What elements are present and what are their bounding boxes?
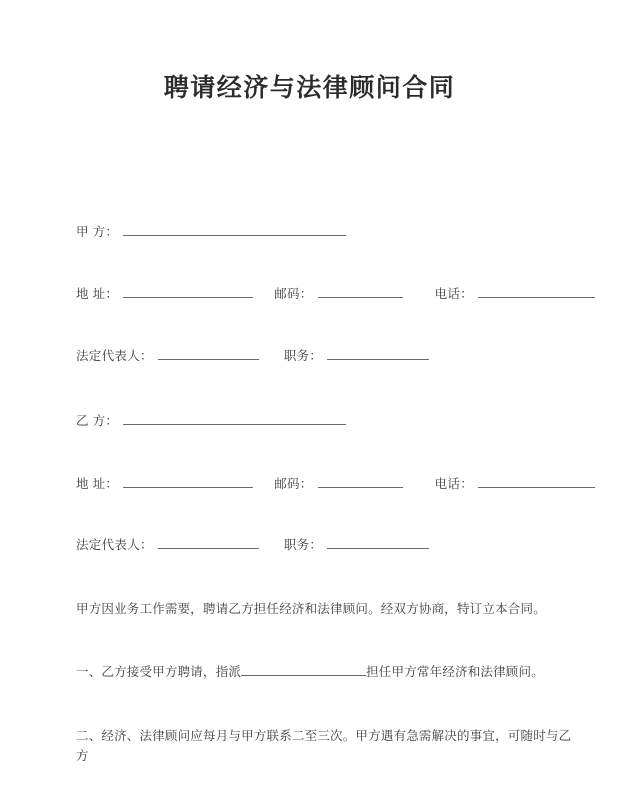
field-post-b [284, 535, 429, 553]
input-post-b[interactable] [327, 535, 429, 549]
input-party-a-name[interactable] [123, 222, 346, 236]
field-representative-b [76, 535, 259, 553]
field-label-phone-b: 电话： [434, 477, 473, 491]
input-address-a[interactable] [123, 284, 253, 298]
input-representative-b[interactable] [158, 535, 259, 549]
field-label-party-a: 甲 方： [76, 225, 119, 239]
field-label-zip-b: 邮码： [274, 477, 313, 491]
field-phone-b [435, 474, 595, 492]
field-zip-a [274, 284, 402, 302]
field-label-representative-b: 法定代表人： [76, 538, 153, 552]
field-party-b [76, 411, 346, 429]
clause-1 [76, 662, 556, 682]
field-label-party-b: 乙 方： [76, 414, 119, 428]
clause-2: 二、经济、法律顾问应每月与甲方联系二至三次。甲方遇有急需解决的事宜，可随时与乙方 [76, 729, 572, 763]
field-address-b [76, 474, 253, 492]
field-label-address-b: 地 址： [76, 477, 119, 491]
field-label-representative-a: 法定代表人： [76, 349, 153, 363]
field-label-address-a: 地 址： [76, 287, 119, 301]
input-phone-b[interactable] [478, 474, 595, 488]
field-party-a [76, 222, 346, 240]
input-zip-a[interactable] [318, 284, 403, 298]
field-post-a [284, 346, 429, 364]
input-phone-a[interactable] [478, 284, 595, 298]
input-zip-b[interactable] [318, 474, 403, 488]
input-address-b[interactable] [123, 474, 253, 488]
input-clause-1-appointee[interactable] [241, 662, 366, 676]
field-label-post-b: 职务： [283, 538, 323, 552]
field-label-phone-a: 电话： [434, 287, 473, 301]
form-row-party-a [76, 222, 346, 244]
intro-paragraph: 甲方因业务工作需要，聘请乙方担任经济和法律顾问。经双方协商，特订立本合同。 [76, 602, 546, 616]
form-row-representative-a [76, 346, 429, 368]
form-row-address-b [76, 474, 595, 496]
form-row-address-a [76, 284, 595, 306]
field-address-a [76, 284, 253, 302]
field-phone-a [435, 284, 595, 302]
form-row-representative-b [76, 535, 429, 557]
input-representative-a[interactable] [158, 346, 259, 360]
field-label-zip-a: 邮码： [274, 287, 313, 301]
clause-1-text-after: 担任甲方常年经济和法律顾问。 [366, 665, 544, 679]
clause-1-text-before: 一、乙方接受甲方聘请，指派 [76, 665, 242, 679]
form-row-party-b [76, 411, 346, 433]
field-representative-a [76, 346, 259, 364]
input-post-a[interactable] [327, 346, 429, 360]
field-zip-b [274, 474, 402, 492]
input-party-b-name[interactable] [123, 411, 346, 425]
page-title: 聘请经济与法律顾问合同 [163, 75, 456, 102]
field-label-post-a: 职务： [283, 349, 323, 363]
